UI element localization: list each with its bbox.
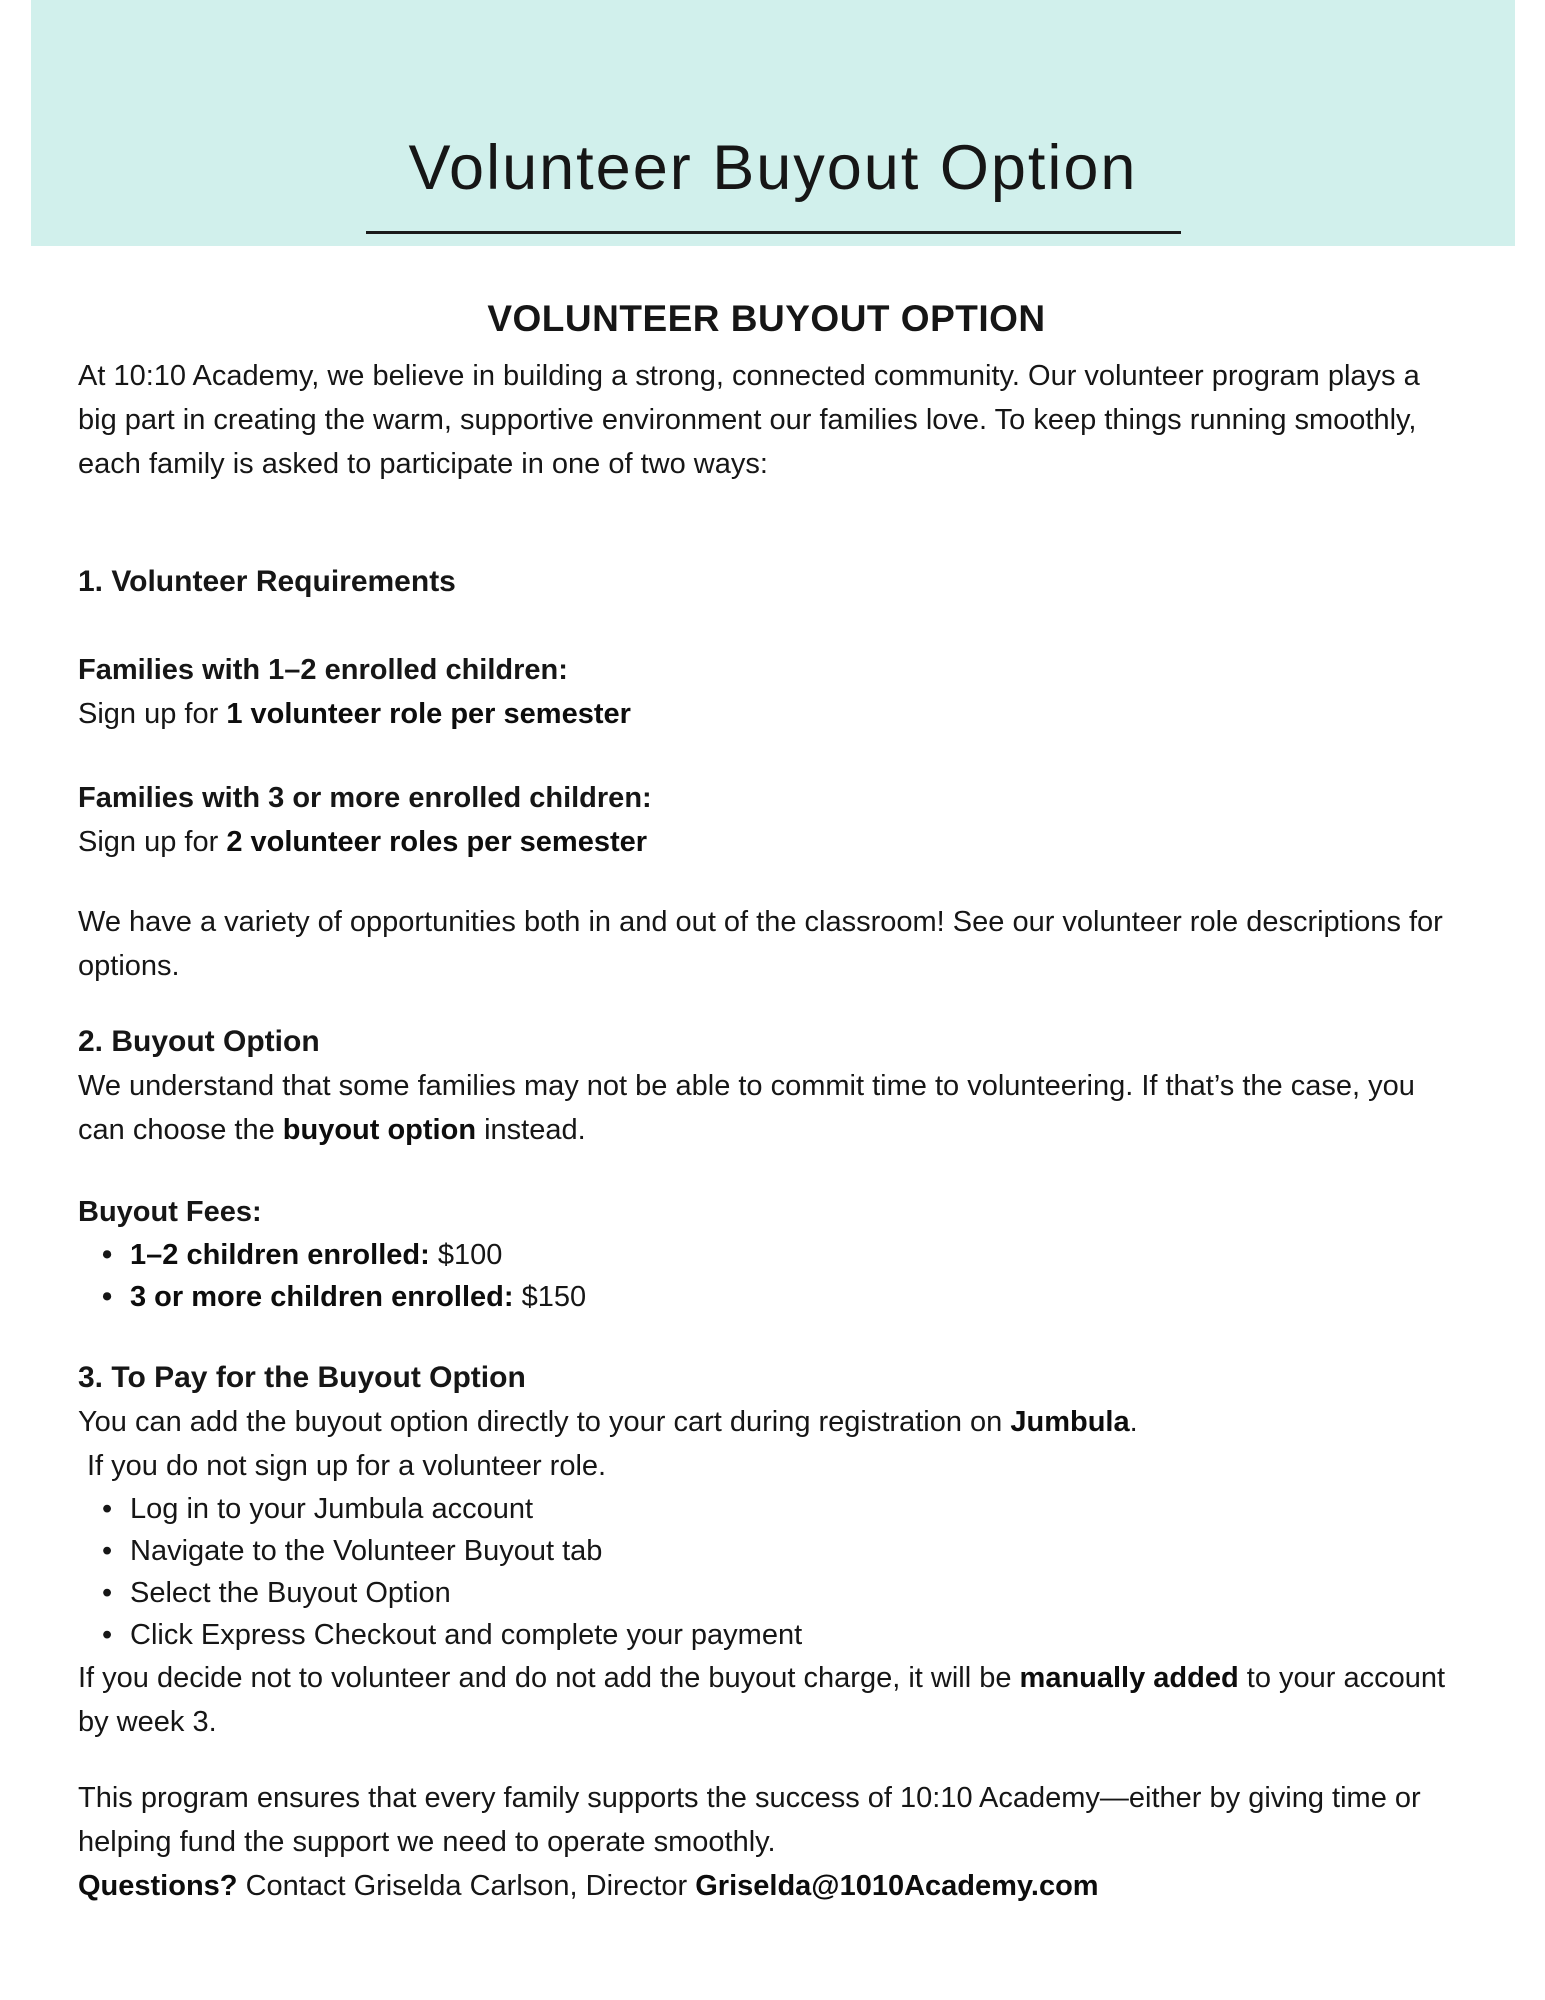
list-item-fee-3plus — [78, 1276, 1455, 1318]
main-heading: VOLUNTEER BUYOUT OPTION — [487, 298, 1046, 339]
opportunities-note: We have a variety of opportunities both in and out of the classroom! See our volunteer role descriptions for options. — [78, 906, 1443, 982]
list-item-step-navigate: • Navigate to the Volunteer Buyout tab — [78, 1530, 1455, 1572]
section-3-title: 3. To Pay for the Buyout Option — [78, 1361, 526, 1394]
note-text-post: to your account by week 3. — [78, 1662, 1446, 1738]
list-item-step-login: • Log in to your Jumbula account — [78, 1488, 1455, 1530]
buyout-text-pre: We understand that some families may not be able to commit time to volunteering. If that’s the case, you can choose the — [78, 1070, 1415, 1146]
families-3plus-requirement — [78, 820, 1455, 864]
pay-instruction-line2: If you do not sign up for a volunteer role. — [87, 1450, 607, 1482]
signup-text: Sign up for — [78, 826, 227, 858]
families-3plus-label: Families with 3 or more enrolled children: — [78, 782, 652, 814]
manually-added-bold: manually added — [1019, 1662, 1239, 1694]
list-item-step-checkout: • Click Express Checkout and complete your payment — [78, 1614, 1455, 1656]
intro-paragraph: At 10:10 Academy, we believe in building a strong, connected community. Our volunteer program plays a big part in creating the warm, supportive environment our families love. To keep things running smoothly, each family is asked to participate in one of two ways: — [78, 360, 1420, 480]
manual-charge-note — [78, 1656, 1455, 1744]
pay-instruction-line1 — [78, 1400, 1455, 1444]
document-title: Volunteer Buyout Option — [408, 132, 1138, 203]
signup-text: Sign up for — [78, 698, 227, 730]
pay-text-pre: You can add the buyout option directly to your cart during registration on — [78, 1406, 1011, 1438]
buyout-description — [78, 1064, 1455, 1152]
jumbula-bold: Jumbula — [1010, 1406, 1130, 1438]
title-banner — [31, 0, 1515, 246]
buyout-fees-label: Buyout Fees: — [78, 1196, 262, 1228]
families-1-2-requirement — [78, 692, 1455, 736]
list-item-step-select: • Select the Buyout Option — [78, 1572, 1455, 1614]
title-underline — [366, 231, 1181, 234]
buyout-text-post: instead. — [476, 1114, 586, 1146]
document-body — [0, 246, 1545, 1908]
section-1-title: 1. Volunteer Requirements — [78, 565, 456, 598]
fee-label: 3 or more children enrolled: — [130, 1281, 514, 1313]
note-text-pre: If you decide not to volunteer and do not add the buyout charge, it will be — [78, 1662, 1020, 1694]
fee-amount: $150 — [513, 1281, 587, 1313]
signup-bold: 2 volunteer roles per semester — [226, 826, 648, 858]
pay-text-post: . — [1129, 1406, 1138, 1438]
questions-line — [78, 1864, 1455, 1908]
list-item-fee-1-2 — [78, 1234, 1455, 1276]
buyout-fees-list — [78, 1234, 1455, 1318]
section-2-title: 2. Buyout Option — [78, 1025, 320, 1058]
buyout-text-bold: buyout option — [282, 1114, 477, 1146]
families-1-2-label: Families with 1–2 enrolled children: — [78, 654, 568, 686]
payment-steps-list — [78, 1488, 1455, 1656]
questions-bold: Questions? — [78, 1870, 238, 1902]
signup-bold: 1 volunteer role per semester — [226, 698, 631, 730]
director-email: Griselda@1010Academy.com — [695, 1870, 1099, 1902]
questions-contact-text: Contact Griselda Carlson, Director — [237, 1870, 696, 1902]
fee-label: 1–2 children enrolled: — [130, 1239, 430, 1271]
closing-paragraph: This program ensures that every family supports the success of 10:10 Academy—either by giving time or helping fund the support we need to operate smoothly. — [78, 1782, 1421, 1858]
fee-amount: $100 — [429, 1239, 503, 1271]
